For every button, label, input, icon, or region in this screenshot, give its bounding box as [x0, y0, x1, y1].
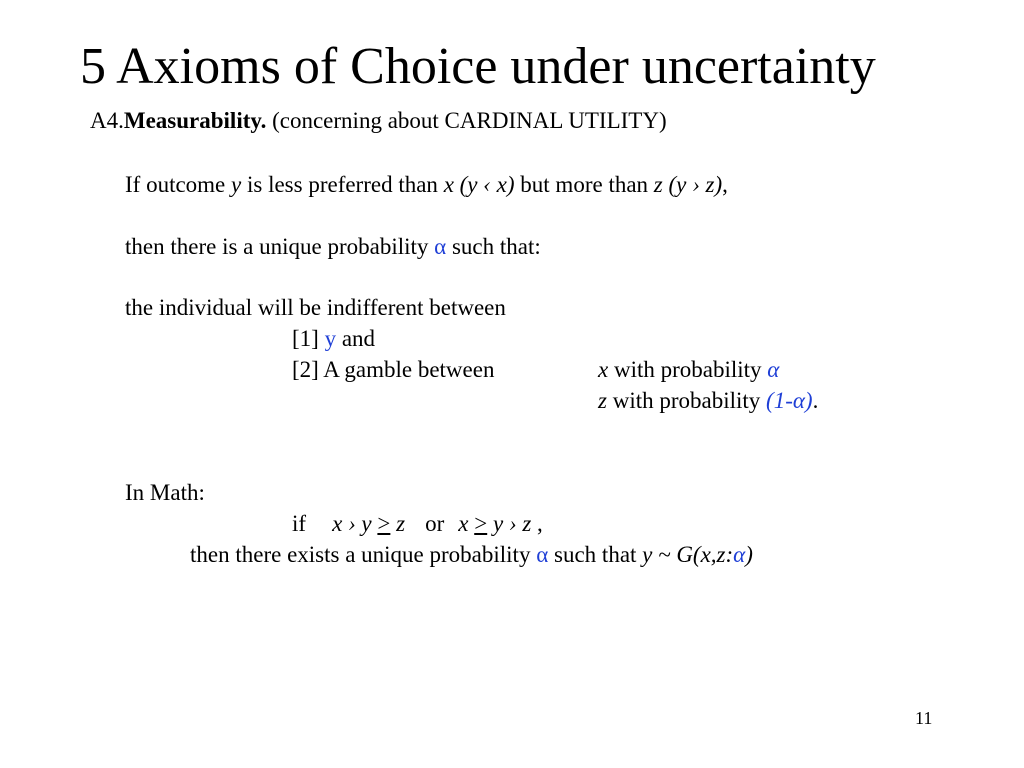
- condition-text-3: but more than: [514, 172, 654, 197]
- math-then-text-1: then there exists a unique probability: [190, 542, 537, 567]
- option-1: [292, 326, 375, 352]
- axiom-note: (concerning about CARDINAL UTILITY): [272, 108, 667, 133]
- gamble-x-line: [598, 357, 779, 383]
- axiom-heading: [90, 108, 667, 134]
- var-y: y: [231, 172, 242, 197]
- condition-text-2: is less preferred than: [241, 172, 444, 197]
- math-if: if: [292, 511, 307, 536]
- math-alpha: α: [536, 542, 549, 567]
- math-heading: In Math:: [125, 480, 205, 505]
- var-x: x: [598, 357, 609, 382]
- math-then-line: [190, 542, 753, 568]
- math-geq-2: >: [474, 511, 488, 536]
- axiom-name: Measurability.: [123, 108, 267, 133]
- gamble-z-text: with probability: [606, 388, 767, 413]
- math-or: or: [425, 511, 445, 536]
- math-expression-close: ): [745, 542, 753, 567]
- math-cond-2b: y › z: [487, 511, 532, 536]
- slide-title: 5 Axioms of Choice under uncertainty: [80, 38, 876, 95]
- math-cond-1b: z: [390, 511, 406, 536]
- relation-y-less-x: x (y ‹ x): [443, 172, 515, 197]
- condition-text-1: If outcome: [125, 172, 232, 197]
- var-z: z: [598, 388, 607, 413]
- gamble-z-line: [598, 388, 818, 414]
- option-1-number: [1]: [292, 326, 325, 351]
- math-then-text-2: such that: [548, 542, 643, 567]
- condition-comma: ,: [722, 172, 728, 197]
- gamble-one-minus-alpha: (1-α): [766, 388, 813, 413]
- gamble-alpha: α: [767, 357, 780, 382]
- math-expression-alpha: α: [733, 542, 746, 567]
- indifference-intro: the individual will be indifferent between: [125, 295, 506, 320]
- option-1-y: y: [324, 326, 337, 351]
- math-cond-2-end: ,: [531, 511, 543, 536]
- axiom-prefix: A4.: [90, 108, 124, 133]
- math-expression: y ~ G(x,z:: [642, 542, 734, 567]
- relation-y-greater-z: z (y › z): [653, 172, 723, 197]
- option-2: [2] A gamble between: [292, 357, 495, 382]
- claim-line: [125, 234, 541, 260]
- math-cond-1a: x › y: [332, 511, 378, 536]
- condition-line: [125, 172, 728, 198]
- gamble-x-text: with probability: [608, 357, 768, 382]
- option-1-and: and: [336, 326, 376, 351]
- math-cond-2a: x: [458, 511, 475, 536]
- math-geq-1: >: [377, 511, 391, 536]
- page-number: 11: [915, 708, 933, 728]
- claim-text-2: such that:: [446, 234, 541, 259]
- alpha-symbol: α: [434, 234, 447, 259]
- claim-text-1: then there is a unique probability: [125, 234, 435, 259]
- gamble-z-period: .: [812, 388, 819, 413]
- math-if-line: [292, 511, 543, 537]
